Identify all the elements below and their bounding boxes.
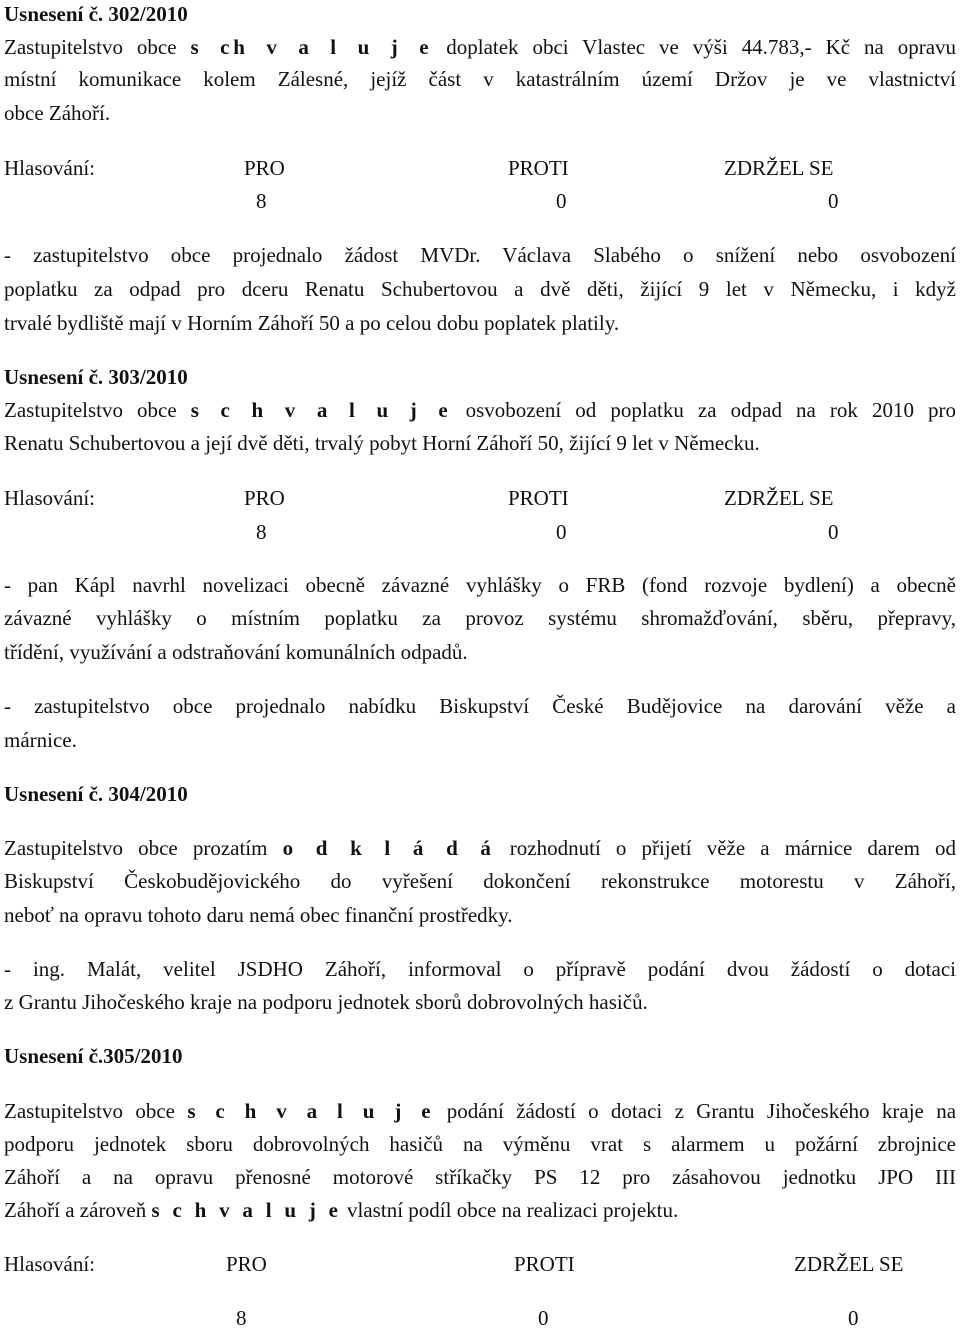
vote-2-zdrzel: ZDRŽEL SE [724, 486, 834, 510]
vote-1-label: Hlasování: [4, 156, 95, 180]
resolution-305-line-1: Zastupitelstvo obce s c h v a l u j e podání žádostí o dotaci z Grantu Jihočeského kraje na [4, 1099, 957, 1123]
vote-3-pro: PRO [226, 1252, 267, 1276]
resolution-303-line-2: Renatu Schubertovou a její dvě děti, trvalý pobyt Horní Záhoří 50, žijící 9 let v Německu. [4, 431, 760, 455]
vote-1-proti: PROTI [508, 156, 569, 180]
note-4-line-1: - ing. Malát, velitel JSDHO Záhoří, informoval o přípravě podání dvou žádostí o dotaci [4, 957, 956, 981]
vote-2-label: Hlasování: [4, 486, 95, 510]
vote-3-proti-count: 0 [538, 1306, 549, 1330]
resolution-304-line-3: neboť na opravu tohoto daru nemá obec finanční prostředky. [4, 903, 513, 927]
resolution-302-line-2: místní komunikace kolem Zálesné, jejíž část v katastrálním území Držov je ve vlastnictví [4, 67, 956, 91]
vote-3-proti: PROTI [514, 1252, 575, 1276]
vote-3-zdrzel-count: 0 [848, 1306, 859, 1330]
note-1-line-1: - zastupitelstvo obce projednalo žádost MVDr. Václava Slabého o snížení nebo osvobození [4, 243, 956, 267]
vote-2-proti: PROTI [508, 486, 569, 510]
note-2-line-1: - pan Kápl navrhl novelizaci obecně závazné vyhlášky o FRB (fond rozvoje bydlení) a obecně [4, 573, 956, 597]
note-4-line-2: z Grantu Jihočeského kraje na podporu jednotek sborů dobrovolných hasičů. [4, 990, 648, 1014]
note-3-line-1: - zastupitelstvo obce projednalo nabídku Biskupství České Budějovice na darování věže a [4, 694, 956, 718]
resolution-302-line-3: obce Záhoří. [4, 101, 111, 125]
resolution-302-line-1: Zastupitelstvo obce s ch v a l u j e doplatek obci Vlastec ve výši 44.783,- Kč na opravu [4, 35, 957, 59]
vote-1-proti-count: 0 [556, 189, 567, 213]
vote-2-zdrzel-count: 0 [828, 520, 839, 544]
resolution-303-line-1: Zastupitelstvo obce s c h v a l u j e osvobození od poplatku za odpad na rok 2010 pro [4, 398, 956, 422]
note-3-line-2: márnice. [4, 728, 77, 752]
resolution-305-verb: s c h v a l u j e [187, 1099, 435, 1123]
resolution-305-line-4: Záhoří a zároveň s c h v a l u j e vlastní podíl obce na realizaci projektu. [4, 1198, 679, 1222]
resolution-305-line-3: Záhoří a na opravu přenosné motorové stříkačky PS 12 pro zásahovou jednotku JPO III [4, 1165, 956, 1189]
vote-3-label: Hlasování: [4, 1252, 95, 1276]
resolution-303-verb: s c h v a l u j e [190, 398, 452, 422]
vote-3-pro-count: 8 [236, 1306, 247, 1330]
note-2-line-2: závazné vyhlášky o místním poplatku za provoz systému shromažďování, sběru, přepravy, [4, 606, 956, 630]
resolution-305-line-2: podporu jednotek sboru dobrovolných hasičů na výměnu vrat s alarmem u požární zbrojnice [4, 1132, 956, 1156]
resolution-303-title: Usnesení č. 303/2010 [4, 365, 188, 389]
resolution-302-title: Usnesení č. 302/2010 [4, 2, 188, 26]
resolution-304-title: Usnesení č. 304/2010 [4, 782, 188, 806]
resolution-304-line-1: Zastupitelstvo obce prozatím o d k l á d á rozhodnutí o přijetí věže a márnice darem od [4, 836, 957, 860]
note-1-line-3: trvalé bydliště mají v Horním Záhoří 50 a po celou dobu poplatek platily. [4, 311, 620, 335]
vote-2-pro-count: 8 [256, 520, 267, 544]
resolution-304-line-2: Biskupství Českobudějovického do vyřešení dokončení rekonstrukce motorestu v Záhoří, [4, 869, 956, 893]
note-2-line-3: třídění, využívání a odstraňování komunálních odpadů. [4, 640, 468, 664]
resolution-305-title: Usnesení č.305/2010 [4, 1044, 183, 1068]
resolution-305-verb-2: s c h v a l u j e [151, 1198, 342, 1222]
vote-1-pro: PRO [244, 156, 285, 180]
vote-1-pro-count: 8 [256, 189, 267, 213]
vote-2-pro: PRO [244, 486, 285, 510]
resolution-304-verb: o d k l á d á [282, 836, 495, 860]
vote-3-zdrzel: ZDRŽEL SE [794, 1252, 904, 1276]
vote-1-zdrzel: ZDRŽEL SE [724, 156, 834, 180]
vote-1-zdrzel-count: 0 [828, 189, 839, 213]
vote-2-proti-count: 0 [556, 520, 567, 544]
note-1-line-2: poplatku za odpad pro dceru Renatu Schubertovou a dvě děti, žijící 9 let v Německu, i když [4, 277, 956, 301]
resolution-302-verb: s ch v a l u j e [190, 35, 433, 59]
